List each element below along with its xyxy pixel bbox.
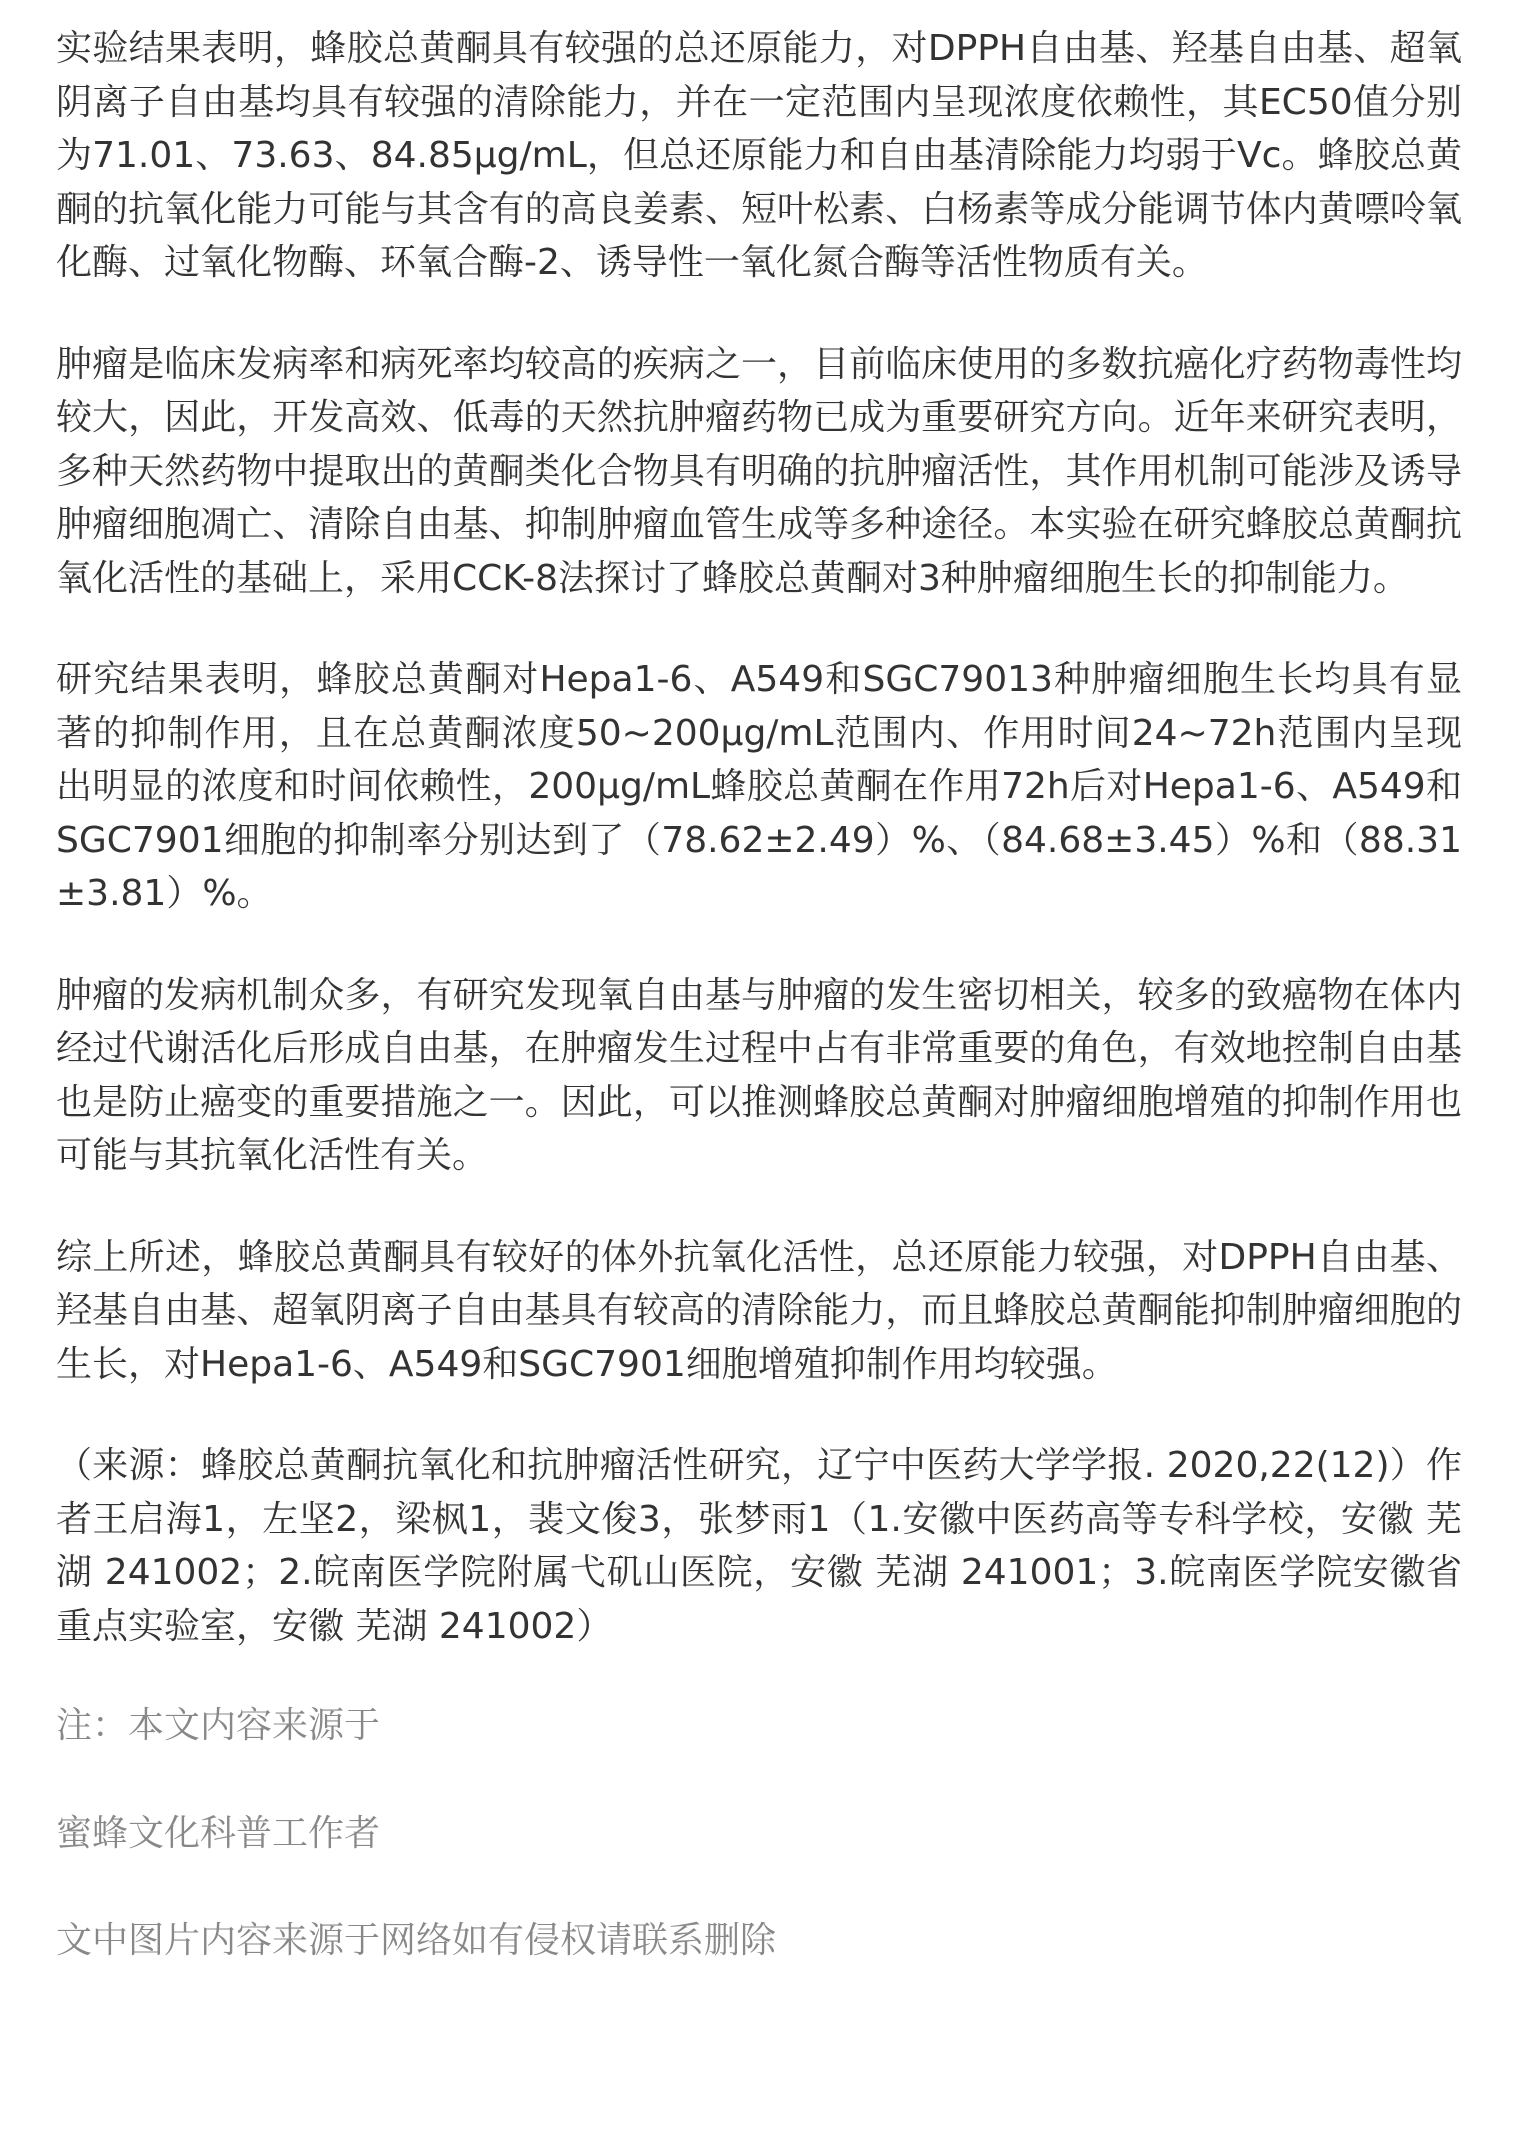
paragraph-tumor-background: 肿瘤是临床发病率和病死率均较高的疾病之一，目前临床使用的多数抗癌化疗药物毒性均较大，因此，开发高效、低毒的天然抗肿瘤药物已成为重要研究方向。近年来研究表明，多种天然药物中提取出的黄酮类化合物具有明确的抗肿瘤活性，其作用机制可能涉及诱导肿瘤细胞凋亡、清除自由基、抑制肿瘤血管生成等多种途径。本实验在研究蜂胶总黄酮抗氧化活性的基础上，采用CCK-8法探讨了蜂胶总黄酮对3种肿瘤细胞生长的抑制能力。 bbox=[56, 343, 1462, 599]
note-copyright-line: 文中图片内容来源于网络如有侵权请联系删除 bbox=[56, 1920, 777, 1961]
note-author-line: 蜜蜂文化科普工作者 bbox=[56, 1812, 381, 1854]
paragraph-antioxidant-results: 实验结果表明，蜂胶总黄酮具有较强的总还原能力，对DPPH自由基、羟基自由基、超氧阴离子自由基均具有较强的清除能力，并在一定范围内呈现浓度依赖性，其EC50值分别为71.01、73.63、84.85μg/mL，但总还原能力和自由基清除能力均弱于Vc。蜂胶总黄酮的抗氧化能力可能与其含有的高良姜素、短叶松素、白杨素等成分能调节体内黄嘌呤氧化酶、过氧化物酶、环氧合酶-2、诱导性一氧化氮合酶等活性物质有关。 bbox=[56, 28, 1462, 283]
paragraph-source-citation: （来源：蜂胶总黄酮抗氧化和抗肿瘤活性研究，辽宁中医药大学学报. 2020,22(12)）作者王启海1，左坚2，梁枫1，裴文俊3，张梦雨1（1.安徽中医药高等专科学校，安徽 芜湖 241002；2.皖南医学院附属弋矶山医院，安徽 芜湖 241001；3.皖南医学院安徽省重点实验室，安徽 芜湖 241002） bbox=[56, 1445, 1462, 1647]
paragraph-inhibition-results: 研究结果表明，蜂胶总黄酮对Hepa1-6、A549和SGC79013种肿瘤细胞生长均具有显著的抑制作用，且在总黄酮浓度50~200μg/mL范围内、作用时间24~72h范围内呈现出明显的浓度和时间依赖性，200μg/mL蜂胶总黄酮在作用72h后对Hepa1-6、A549和SGC7901细胞的抑制率分别达到了（78.62±2.49）%、（84.68±3.45）%和（88.31±3.81）%。 bbox=[56, 659, 1462, 914]
paragraph-summary: 综上所述，蜂胶总黄酮具有较好的体外抗氧化活性，总还原能力较强，对DPPH自由基、羟基自由基、超氧阴离子自由基具有较高的清除能力，而且蜂胶总黄酮能抑制肿瘤细胞的生长，对Hepa1-6、A549和SGC7901细胞增殖抑制作用均较强。 bbox=[56, 1236, 1462, 1385]
paragraph-mechanism: 肿瘤的发病机制众多，有研究发现氧自由基与肿瘤的发生密切相关，较多的致癌物在体内经过代谢活化后形成自由基，在肿瘤发生过程中占有非常重要的角色，有效地控制自由基也是防止癌变的重要措施之一。因此，可以推测蜂胶总黄酮对肿瘤细胞增殖的抑制作用也可能与其抗氧化活性有关。 bbox=[56, 974, 1462, 1176]
note-source-line: 注：本文内容来源于 bbox=[56, 1705, 381, 1746]
